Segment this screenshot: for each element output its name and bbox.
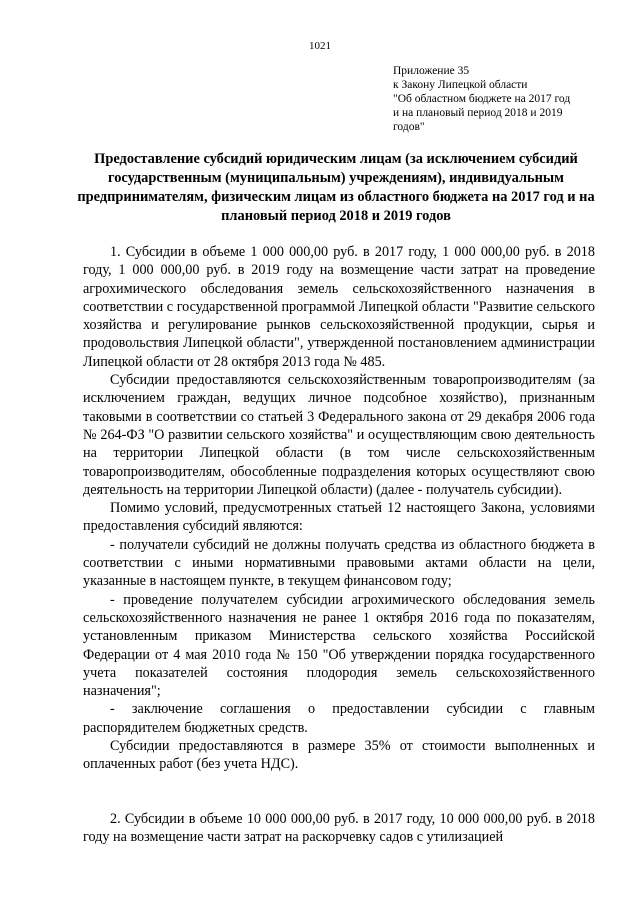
paragraph-7: Субсидии предоставляются в размере 35% от стоимости выполненных и оплаченных работ (без учета НДС). bbox=[83, 738, 595, 773]
document-title: Предоставление субсидий юридическим лицам (за исключением субсидий государственным (муниципальным) учреждениям), индивидуальным предпринимателям, физическим лицам из областного бюджета на 2017 год и на плановый период 2018 и 2019 годов bbox=[77, 151, 595, 224]
page-number: 1021 bbox=[309, 40, 331, 52]
document-body bbox=[83, 243, 595, 846]
paragraph-6: - заключение соглашения о предоставлении субсидии с главным распорядителем бюджетных средств. bbox=[83, 701, 595, 736]
paragraph-5: - проведение получателем субсидии агрохимического обследования земель сельскохозяйственного назначения не ранее 1 октября 2016 года по показателям, установленным приказом Министерства сельского хозяйства Российской Федерации от 4 мая 2010 года № 150 "Об утверждении порядка государственного учета показателей состояния плодородия земель сельскохозяйственного назначения"; bbox=[83, 591, 595, 700]
appendix-line: Приложение 35 bbox=[393, 65, 470, 77]
paragraph-3: Помимо условий, предусмотренных статьей 12 настоящего Закона, условиями предоставления субсидий являются: bbox=[83, 500, 595, 535]
appendix-line: годов" bbox=[393, 121, 425, 133]
appendix-line: к Закону Липецкой области bbox=[393, 79, 528, 91]
paragraph-1: 1. Субсидии в объеме 1 000 000,00 руб. в 2017 году, 1 000 000,00 руб. в 2018 году, 1 000 000,00 руб. в 2019 году на возмещение части затрат на проведение агрохимического обследования земель сельскохозяйственного назначения в соответствии с государственной программой Липецкой области "Развитие сельского хозяйства и регулирование рынков сельскохозяйственной продукции, сырья и продовольствия Липецкой области", утвержденной постановлением администрации Липецкой области от 28 октября 2013 года № 485. bbox=[83, 244, 595, 370]
paragraph-4: - получатели субсидий не должны получать средства из областного бюджета в соответствии с иными нормативными правовыми актами области на цели, указанные в настоящем пункте, в текущем финансовом году; bbox=[83, 536, 595, 590]
paragraph-8: 2. Субсидии в объеме 10 000 000,00 руб. в 2017 году, 10 000 000,00 руб. в 2018 году на возмещение части затрат на раскорчевку садов с утилизацией bbox=[83, 810, 595, 845]
appendix-line: и на плановый период 2018 и 2019 bbox=[393, 107, 563, 119]
appendix-line: "Об областном бюджете на 2017 год bbox=[393, 93, 571, 105]
paragraph-2: Субсидии предоставляются сельскохозяйственным товаропроизводителям (за исключением граждан, ведущих личное подсобное хозяйство), признанным таковыми в соответствии со статьей 3 Федерального закона от 29 декабря 2006 года № 264-ФЗ "О развитии сельского хозяйства" и осуществляющим свою деятельность на территории Липецкой области (в том числе сельскохозяйственным товаропроизводителям, обособленные подразделения которых осуществляют свою деятельность на территории Липецкой области) (далее - получатель субсидии). bbox=[83, 372, 595, 498]
appendix-header bbox=[393, 64, 593, 134]
